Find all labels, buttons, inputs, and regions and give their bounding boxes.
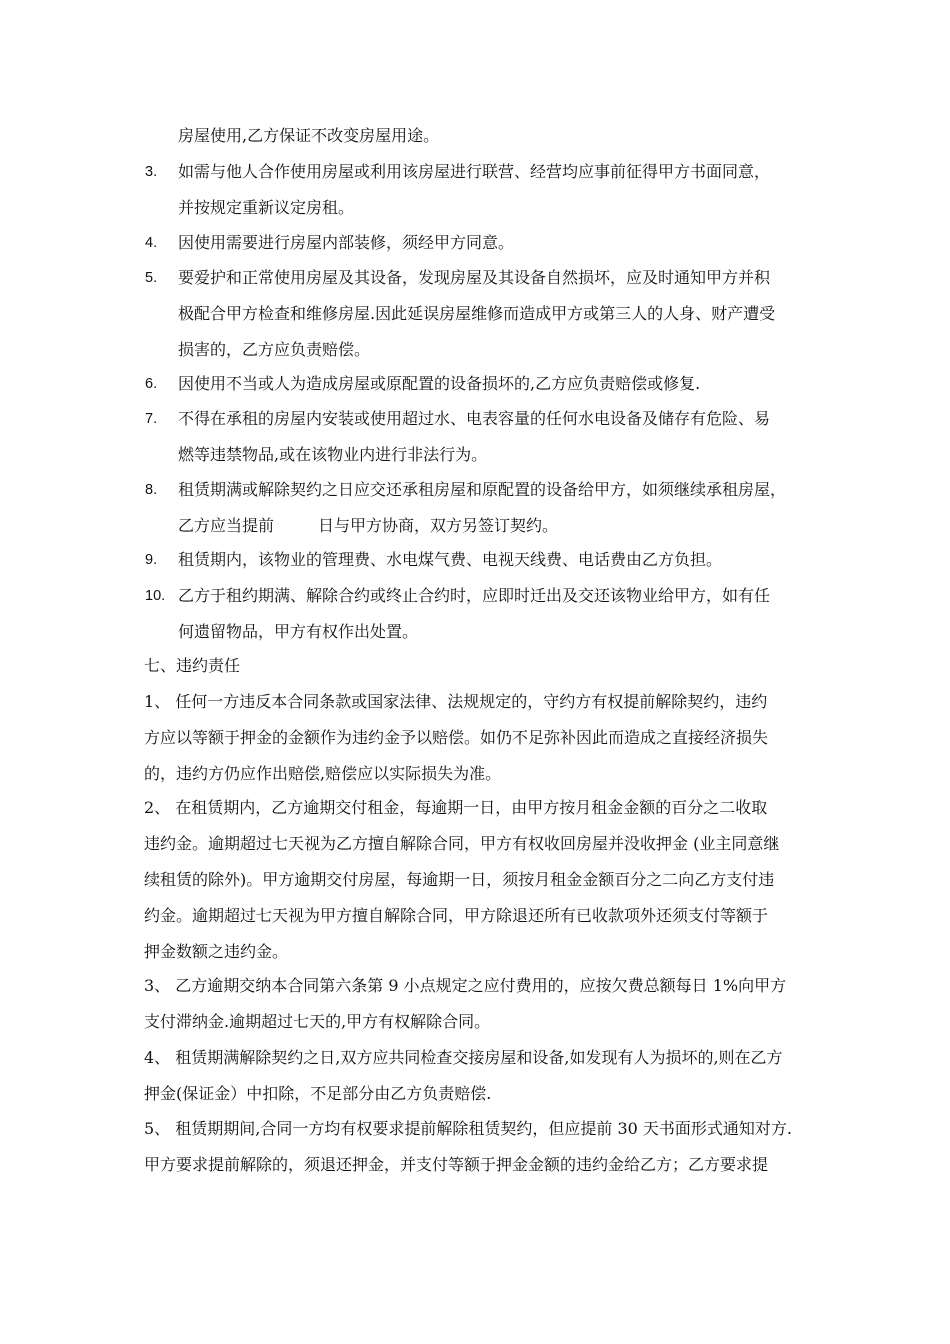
paragraph-line: 违约金。逾期超过七天视为乙方擅自解除合同，甲方有权收回房屋并没收押金 (业主同意继 [144, 834, 780, 853]
list-item-line: 燃等违禁物品,或在该物业内进行非法行为。 [178, 445, 488, 464]
paragraph-line: 支付滞纳金.逾期超过七天的,甲方有权解除合同。 [144, 1012, 491, 1031]
paragraph-line: 的，违约方仍应作出赔偿,赔偿应以实际损失为准。 [144, 764, 502, 783]
list-item-line: 租赁期内，该物业的管理费、水电煤气费、电视天线费、电话费由乙方负担。 [178, 550, 723, 569]
list-item-line: 因使用需要进行房屋内部装修，须经甲方同意。 [178, 233, 515, 252]
list-item-line: 租赁期满或解除契约之日应交还承租房屋和原配置的设备给甲方，如须继续承租房屋， [178, 480, 787, 499]
list-item-line: 如需与他人合作使用房屋或利用该房屋进行联营、经营均应事前征得甲方书面同意， [178, 162, 771, 181]
list-item-number: 7. [145, 411, 158, 427]
list-item-line: 何遗留物品，甲方有权作出处置。 [178, 622, 419, 641]
paragraph-line: 续租赁的除外)。甲方逾期交付房屋，每逾期一日，须按月租金金额百分之二向乙方支付违 [144, 870, 775, 889]
list-item-line: 并按规定重新议定房租。 [178, 198, 355, 217]
list-item-number: 6. [145, 376, 158, 392]
blank-before-text: 乙方应当提前 [178, 516, 275, 535]
paragraph-line: 3、 乙方逾期交纳本合同第六条第 9 小点规定之应付费用的，应按欠费总额每日 1%向甲方 [144, 976, 787, 995]
list-item-number: 5. [145, 270, 158, 286]
paragraph-line: 1、 任何一方违反本合同条款或国家法律、法规规定的，守约方有权提前解除契约，违约 [144, 692, 768, 711]
list-item-number: 10. [145, 588, 166, 604]
paragraph-line: 押金数额之违约金。 [144, 942, 289, 961]
list-item-number: 9. [145, 552, 158, 568]
paragraph-line: 2、 在租赁期内，乙方逾期交付租金，每逾期一日，由甲方按月租金金额的百分之二收取 [144, 798, 768, 817]
list-item-number: 4. [145, 235, 158, 251]
paragraph-line: 约金。逾期超过七天视为甲方擅自解除合同，甲方除退还所有已收款项外还须支付等额于 [144, 906, 769, 925]
list-item-line: 极配合甲方检查和维修房屋.因此延误房屋维修而造成甲方或第三人的人身、财产遭受 [178, 304, 776, 323]
list-item-line: 乙方于租约期满、解除合约或终止合约时，应即时迁出及交还该物业给甲方，如有任 [178, 586, 771, 605]
blank-after-text: 日与甲方协商，双方另签订契约。 [318, 516, 559, 535]
paragraph-line: 押金(保证金）中扣除，不足部分由乙方负责赔偿. [144, 1084, 492, 1103]
list-item-line: 损害的，乙方应负责赔偿。 [178, 340, 371, 359]
list-item-line: 因使用不当或人为造成房屋或原配置的设备损坏的,乙方应负责赔偿或修复. [178, 374, 701, 393]
paragraph-line: 5、 租赁期期间,合同一方均有权要求提前解除租赁契约，但应提前 30 天书面形式通知对方. [144, 1119, 792, 1138]
list-item-line-with-blank [178, 516, 558, 536]
section-heading: 七、违约责任 [144, 656, 241, 675]
paragraph-line: 甲方要求提前解除的，须退还押金，并支付等额于押金金额的违约金给乙方；乙方要求提 [144, 1155, 769, 1174]
list-item-continuation: 房屋使用,乙方保证不改变房屋用途。 [178, 126, 440, 145]
list-item-number: 8. [145, 482, 158, 498]
paragraph-line: 4、 租赁期满解除契约之日,双方应共同检查交接房屋和设备,如发现有人为损坏的,则在乙方 [144, 1048, 783, 1067]
paragraph-line: 方应以等额于押金的金额作为违约金予以赔偿。如仍不足弥补因此而造成之直接经济损失 [144, 728, 769, 747]
list-item-line: 不得在承租的房屋内安装或使用超过水、电表容量的任何水电设备及储存有危险、易 [178, 409, 771, 428]
list-item-line: 要爱护和正常使用房屋及其设备，发现房屋及其设备自然损坏，应及时通知甲方并积 [178, 268, 771, 287]
list-item-number: 3. [145, 164, 158, 180]
